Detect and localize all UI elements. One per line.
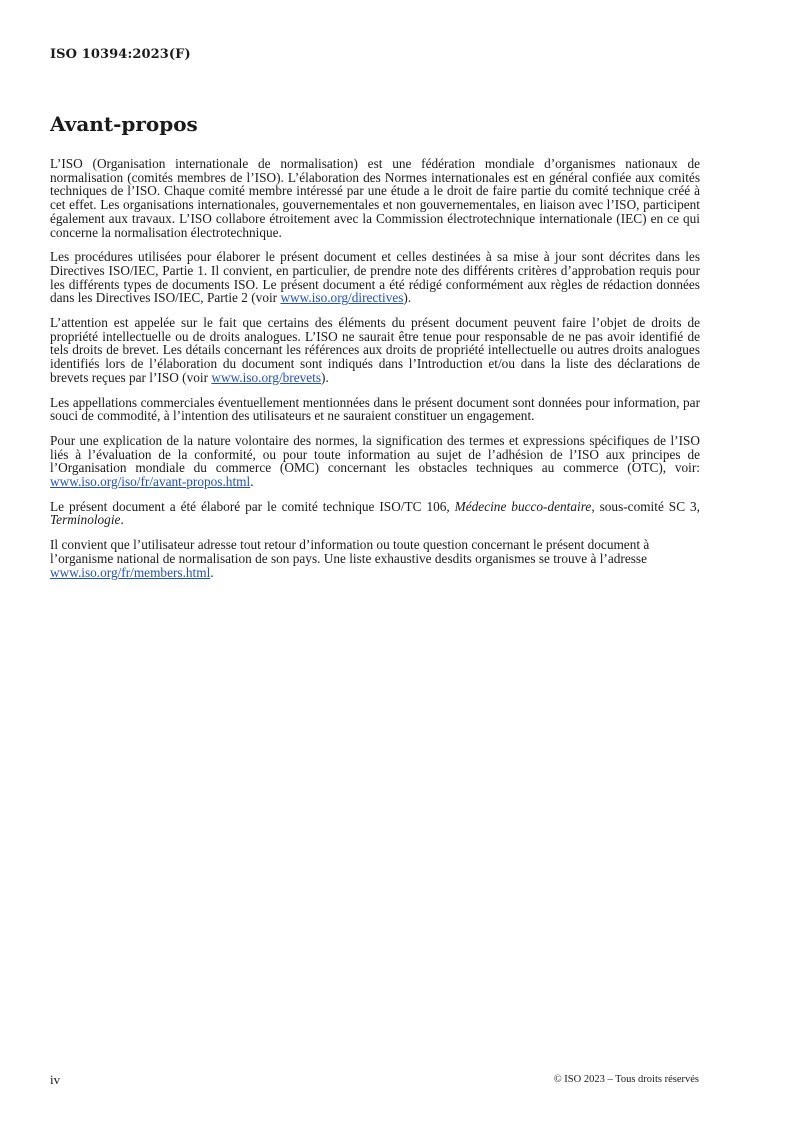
page-title: Avant-propos <box>50 112 198 136</box>
paragraph-committee-end: . <box>120 512 124 528</box>
page-number: iv <box>50 1072 61 1087</box>
paragraph-feedback-end: . <box>210 564 214 580</box>
paragraph-procedures-text: Les procédures utilisées pour élaborer le présent document et celles destinées à sa mise à jour sont décrites dans les Directives ISO/IEC, Partie 1. Il convient, en particulier, de prendre note des différents critères d’approbation requis pour les différents types de documents ISO. Le présent document a été rédigé conformément aux règles de rédaction données dans les Directives ISO/IEC, Partie 2 (voir <box>50 249 700 306</box>
copyright-notice: © ISO 2023 – Tous droits réservés <box>553 1074 699 1085</box>
foreword-body <box>50 157 700 590</box>
paragraph-procedures-end: ). <box>403 290 412 306</box>
patents-link[interactable]: www.iso.org/brevets <box>211 369 322 385</box>
paragraph-feedback <box>50 538 700 579</box>
directives-link[interactable]: www.iso.org/directives <box>280 290 404 306</box>
paragraph-voluntary-text: Pour une explication de la nature volontaire des normes, la signification des termes et expressions spécifiques de l’ISO liés à l’évaluation de la conformité, ou pour toute information au sujet de l’adhésion de l’ISO aux principes de l’Organisation mondiale du commerce (OMC) concernant les obstacles techniques au commerce (OTC), voir: <box>50 432 700 476</box>
members-link[interactable]: www.iso.org/fr/members.html <box>50 564 211 580</box>
foreword-info-link[interactable]: www.iso.org/iso/fr/avant-propos.html <box>50 474 251 490</box>
committee-title: Médecine bucco-dentaire <box>454 498 592 514</box>
paragraph-voluntary-nature <box>50 434 700 489</box>
paragraph-patents-text: L’attention est appelée sur le fait que certains des éléments du présent document peuvent faire l’objet de droits de propriété intellectuelle ou de droits analogues. L’ISO ne saurait être tenue pour responsable de ne pas avoir identifié de tels droits de brevet. Les détails concernant les références aux droits de propriété intellectuelle ou autres droits analogues identifiés lors de l’élaboration du document sont indiqués dans l’Introduction et/ou dans la liste des déclarations de brevets reçues par l’ISO (voir <box>50 315 700 385</box>
paragraph-patents <box>50 316 700 385</box>
paragraph-committee-text: Le présent document a été élaboré par le comité technique ISO/TC 106, <box>50 498 455 514</box>
document-identifier: ISO 10394:2023(F) <box>50 47 191 62</box>
paragraph-committee <box>50 500 700 527</box>
paragraph-patents-end: ). <box>321 369 329 385</box>
paragraph-procedures <box>50 250 700 305</box>
paragraph-voluntary-end: . <box>250 474 254 490</box>
subcommittee-title: Terminologie <box>50 512 121 528</box>
paragraph-feedback-text: Il convient que l’utilisateur adresse tout retour d’information ou toute question concernant le présent document à l’organisme national de normalisation de son pays. Une liste exhaustive desdits organismes se trouve à l’adresse <box>50 537 650 566</box>
paragraph-committee-mid: , sous-comité SC 3, <box>591 498 700 514</box>
paragraph-iso-description: L’ISO (Organisation internationale de normalisation) est une fédération mondiale d’organismes nationaux de normalisation (comités membres de l’ISO). L’élaboration des Normes internationales est en général confiée aux comités techniques de l’ISO. Chaque comité membre intéressé par une étude a le droit de faire partie du comité technique créé à cet effet. Les organisations internationales, gouvernementales et non gouvernementales, en liaison avec l’ISO, participent également aux travaux. L’ISO collabore étroitement avec la Commission électrotechnique internationale (IEC) en ce qui concerne la normalisation électrotechnique. <box>50 156 700 240</box>
paragraph-trade-names: Les appellations commerciales éventuellement mentionnées dans le présent document sont données pour information, par souci de commodité, à l’intention des utilisateurs et ne sauraient constituer un engagement. <box>50 394 700 424</box>
